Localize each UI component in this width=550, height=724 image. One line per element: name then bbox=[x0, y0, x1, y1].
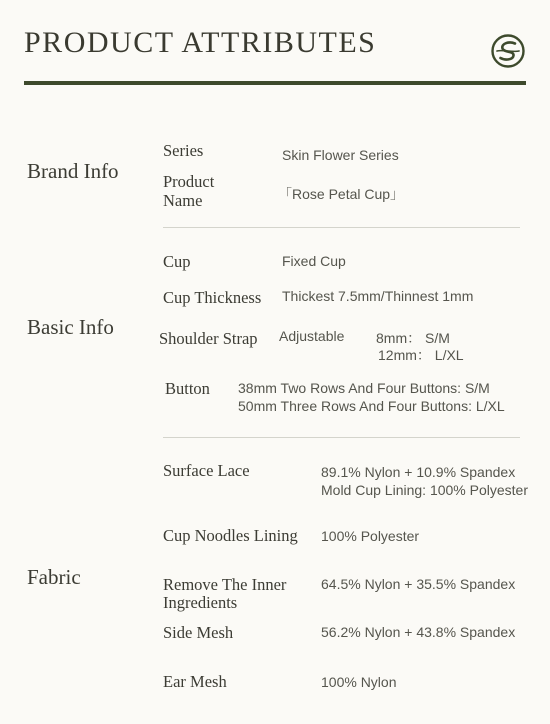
strap-size-sm: 8mm： S/M bbox=[376, 330, 450, 346]
title-rule bbox=[24, 81, 526, 85]
section-basic-info: Basic Info bbox=[27, 315, 114, 339]
series-value: Skin Flower Series bbox=[282, 147, 399, 163]
strap-size-lxl: 12mm： L/XL bbox=[378, 347, 464, 363]
inner-ingredients-label-line1: Remove The Inner bbox=[163, 575, 287, 594]
shoulder-strap-label: Shoulder Strap bbox=[159, 329, 258, 348]
cup-thickness-value: Thickest 7.5mm/Thinnest 1mm bbox=[282, 288, 474, 304]
cup-label: Cup bbox=[163, 252, 191, 271]
shoulder-strap-value: Adjustable bbox=[279, 328, 345, 344]
inner-ingredients-value: 64.5% Nylon + 35.5% Spandex bbox=[321, 576, 516, 592]
inner-ingredients-label-line2: Ingredients bbox=[163, 593, 238, 612]
surface-lace-value: 89.1% Nylon + 10.9% Spandex bbox=[321, 464, 516, 480]
page-title: PRODUCT ATTRIBUTES bbox=[24, 26, 377, 59]
cup-value: Fixed Cup bbox=[282, 253, 346, 269]
ear-mesh-value: 100% Nylon bbox=[321, 674, 397, 690]
button-label: Button bbox=[165, 379, 210, 398]
section-brand-info: Brand Info bbox=[27, 159, 119, 183]
ear-mesh-label: Ear Mesh bbox=[163, 672, 227, 691]
divider-brand bbox=[163, 227, 520, 228]
cup-thickness-label: Cup Thickness bbox=[163, 288, 262, 307]
side-mesh-label: Side Mesh bbox=[163, 623, 234, 642]
button-value-sm: 38mm Two Rows And Four Buttons: S/M bbox=[238, 380, 490, 396]
cup-noodles-lining-label: Cup Noodles Lining bbox=[163, 526, 298, 545]
button-value-lxl: 50mm Three Rows And Four Buttons: L/XL bbox=[238, 398, 505, 414]
cup-noodles-lining-value: 100% Polyester bbox=[321, 528, 420, 544]
product-name-label-line2: Name bbox=[163, 191, 203, 210]
section-fabric: Fabric bbox=[27, 565, 81, 589]
surface-lace-label: Surface Lace bbox=[163, 461, 250, 480]
mold-cup-lining-value: Mold Cup Lining: 100% Polyester bbox=[321, 482, 529, 498]
product-name-value: 「Rose Petal Cup」 bbox=[278, 186, 405, 202]
side-mesh-value: 56.2% Nylon + 43.8% Spandex bbox=[321, 624, 516, 640]
divider-basic bbox=[163, 437, 520, 438]
series-label: Series bbox=[163, 141, 204, 160]
brand-s-logo-icon bbox=[490, 33, 526, 69]
product-name-label-line1: Product bbox=[163, 172, 215, 191]
